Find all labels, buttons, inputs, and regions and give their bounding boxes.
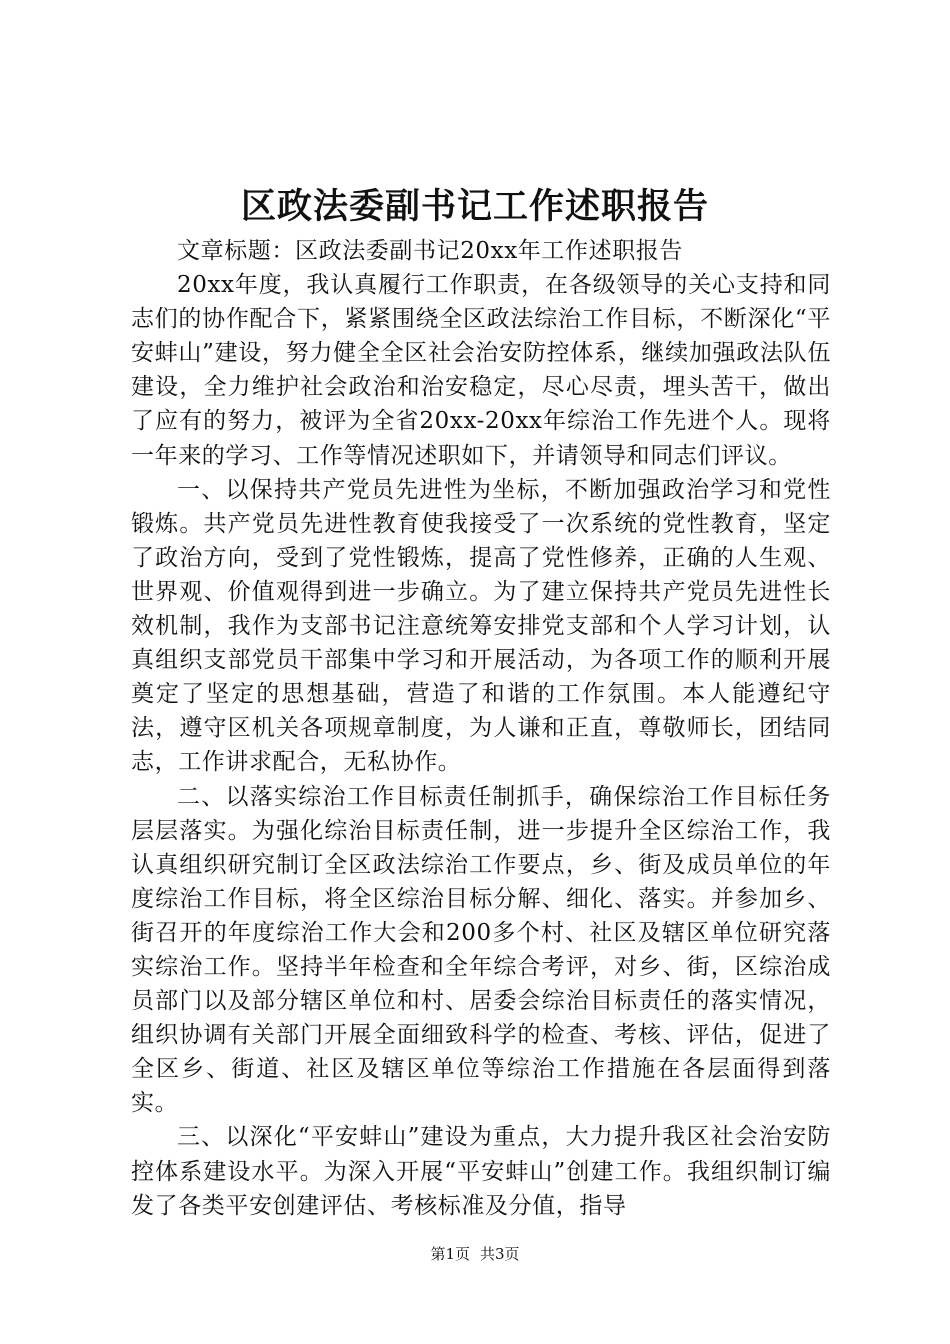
paragraph-intro: 20xx年度，我认真履行工作职责，在各级领导的关心支持和同志们的协作配合下，紧紧围绕全区政法综治工作目标，不断深化“平安蚌山”建设，努力健全全区社会治安防控体系，继续加强政法队伍建设，全力维护社会政治和治安稳定，尽心尽责，埋头苦干，做出了应有的努力，被评为全省20xx-20xx年综治工作先进个人。现将一年来的学习、工作等情况述职如下，并请领导和同志们评议。	[131, 272, 831, 469]
document-title: 区政法委副书记工作述职报告	[240, 186, 709, 227]
article-heading-line: 文章标题：区政法委副书记20xx年工作述职报告	[177, 238, 684, 264]
document-body	[131, 234, 831, 1223]
page-footer	[0, 1243, 950, 1265]
paragraph-section-two: 二、以落实综治工作目标责任制抓手，确保综治工作目标任务层层落实。为强化综治目标责任制，进一步提升全区综治工作，我认真组织研究制订全区政法综治工作要点，乡、街及成员单位的年度综治工作目标，将全区综治目标分解、细化、落实。并参加乡、街召开的年度综治工作大会和200多个村、社区及辖区单位研究落实综治工作。坚持半年检查和全年综合考评，对乡、街，区综治成员部门以及部分辖区单位和村、居委会综治目标责任的落实情况，组织协调有关部门开展全面细致科学的检查、考核、评估，促进了全区乡、街道、社区及辖区单位等综治工作措施在各层面得到落实。	[131, 783, 831, 1117]
paragraph-section-one: 一、以保持共产党员先进性为坐标，不断加强政治学习和党性锻炼。共产党员先进性教育使我接受了一次系统的党性教育，坚定了政治方向，受到了党性锻炼，提高了党性修养，正确的人生观、世界观、价值观得到进一步确立。为了建立保持共产党员先进性长效机制，我作为支部书记注意统筹安排党支部和个人学习计划，认真组织支部党员干部集中学习和开展活动，为各项工作的顺利开展奠定了坚定的思想基础，营造了和谐的工作氛围。本人能遵纪守法，遵守区机关各项规章制度，为人谦和正直，尊敬师长，团结同志，工作讲求配合，无私协作。	[131, 476, 831, 776]
page-number: 第1页	[430, 1245, 470, 1263]
paragraph-section-three: 三、以深化“平安蚌山”建设为重点，大力提升我区社会治安防控体系建设水平。为深入开展“平安蚌山”创建工作。我组织制订编发了各类平安创建评估、考核标准及分值，指导	[131, 1124, 831, 1219]
page-total: 共3页	[480, 1245, 520, 1263]
